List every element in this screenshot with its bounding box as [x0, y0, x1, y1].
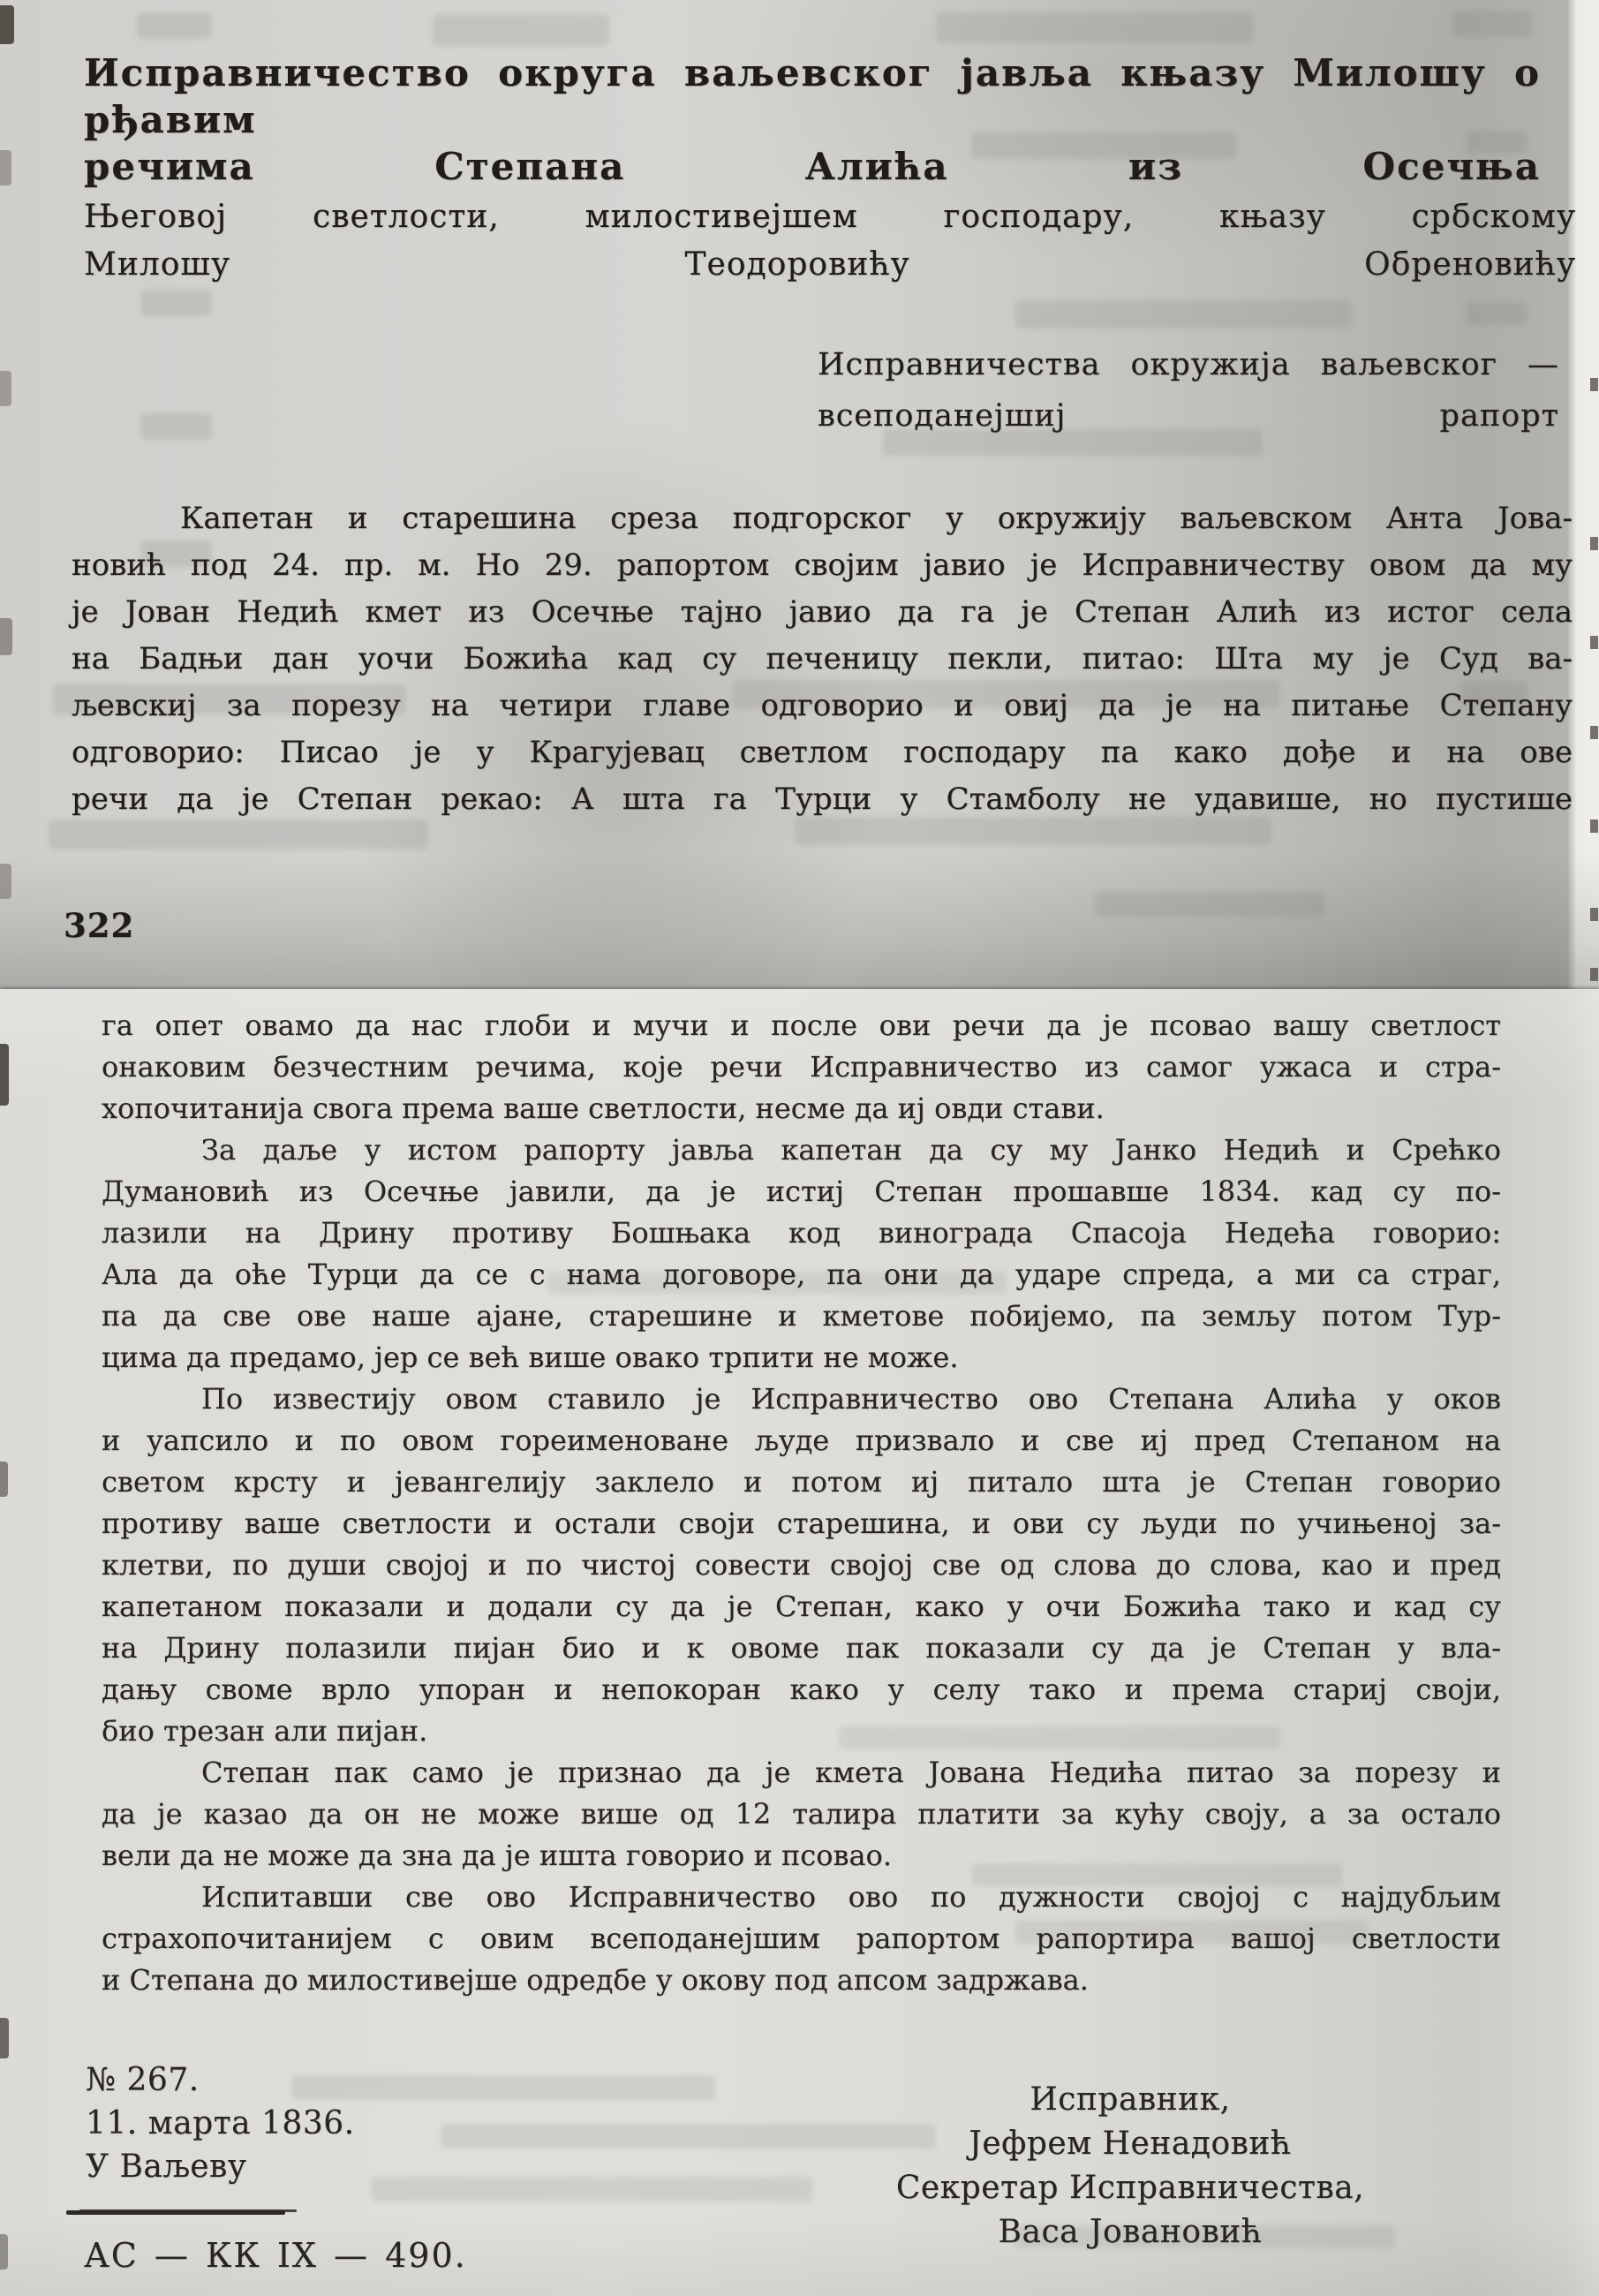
text-line: Испитавши све ово Исправничество ово по дужности својој с најдубљим — [201, 1880, 1501, 1914]
document-footer — [86, 2058, 355, 2188]
report-heading — [818, 339, 1559, 442]
text-line: лазили на Дрину противу Бошњака код винограда Спасоја Недећа говорио: — [102, 1216, 1501, 1250]
bleed-through-ghost — [141, 290, 212, 316]
text-line: на Дрину полазили пијан био и к овоме пак показали су да је Степан у вла- — [102, 1631, 1501, 1665]
text-line: Његовој светлости, милостивејшем господару, књазу србскому — [84, 199, 1576, 235]
bleed-through-ghost — [141, 413, 212, 440]
text-line: био трезан али пијан. — [102, 1714, 428, 1748]
scan-edge-mark — [0, 371, 11, 406]
text-line: је Јован Недић кмет из Осечње тајно јавио да га је Степан Алић из истог села — [72, 594, 1573, 630]
scan-edge-mark — [0, 5, 14, 44]
body-paragraph-page1 — [72, 495, 1573, 823]
text-line: онаковим безчестним речима, које речи Исправничество из самог ужаса и стра- — [102, 1050, 1501, 1084]
salutation — [84, 193, 1576, 289]
text-line: речи да је Степан рекао: А шта га Турци у Стамболу не удавише, но пустише — [72, 782, 1573, 817]
page-edge-dash — [1590, 819, 1598, 833]
page-edge-dash — [1590, 968, 1598, 981]
scan-edge-mark — [0, 1461, 8, 1497]
text-line: цима да предамо, јер се већ више овако трпити не може. — [102, 1341, 959, 1374]
text-line: Исправничество округа ваљевског јавља књазу Милошу о рђавим — [84, 51, 1541, 141]
signature-block — [821, 2078, 1439, 2254]
bleed-through-ghost — [1015, 300, 1351, 329]
text-line: хопочитанија свога према ваше светлости, несме да иј овди стави. — [102, 1091, 1105, 1125]
text-line: Исправник, — [1030, 2081, 1231, 2118]
text-line: Васа Јовановић — [998, 2214, 1263, 2250]
bleed-through-ghost — [49, 819, 428, 850]
text-line: па да све ове наше ајане, старешине и кметове побијемо, па земљу потом Тур- — [102, 1299, 1501, 1333]
text-line: Степан пак само је признао да је кмета Јована Недића питао за порезу и — [201, 1756, 1501, 1789]
text-line: страхопочитанијем с овим всеподанејшим рапортом рапортира вашој светлости — [102, 1922, 1501, 1955]
text-line: Капетан и старешина среза подгорског у окружију ваљевском Анта Јова- — [180, 501, 1573, 536]
text-line: љевскиј за порезу на четири главе одговорио и овиј да је на питање Степану — [72, 688, 1573, 723]
text-line: да је казао да он не може више од 12 талира платити за кућу своју, а за остало — [102, 1797, 1501, 1831]
text-line: вели да не може да зна да је ишта говорио и псовао. — [102, 1839, 892, 1872]
text-line: и Степана до милостивејше одредбе у окову под апсом задржава. — [102, 1963, 1089, 1997]
text-line: светом крсту и јевангелију заклело и потом иј питало шта је Степан говорио — [102, 1465, 1501, 1499]
text-line: За даље у истом рапорту јавља капетан да су му Јанко Недић и Срећко — [201, 1133, 1501, 1167]
text-line: новић под 24. пр. м. Но 29. рапортом својим јавио је Исправничеству овом да му — [72, 548, 1573, 583]
text-line: Милошу Теодоровићу Обреновићу — [84, 246, 1576, 283]
bleed-through-ghost — [371, 2177, 812, 2202]
text-line: речима Степана Алића из Осечња — [84, 145, 1541, 188]
text-line: Секретар Исправничества, — [895, 2170, 1365, 2206]
text-line: капетаном показали и додали су да је Степан, како у очи Божића тако и кад су — [102, 1590, 1501, 1623]
bleed-through-ghost — [1452, 11, 1532, 37]
scan-edge-mark — [0, 2018, 9, 2058]
text-line: дању своме врло упоран и непокоран како у селу тако и према стариј своји, — [102, 1673, 1501, 1706]
page-edge-dash — [1590, 537, 1598, 550]
page-edge-dash — [1590, 636, 1598, 649]
text-line: По известију овом ставило је Исправничество ово Степана Алића у оков — [201, 1382, 1501, 1416]
scan-edge-mark — [0, 150, 11, 185]
scan-fragment-top — [0, 0, 1599, 989]
bleed-through-ghost — [1466, 302, 1527, 325]
scan-edge-mark — [0, 1044, 9, 1106]
text-line: всеподанејшиј рапорт — [818, 398, 1559, 434]
text-line: клетви, по души својој и по чистој совести својој све од слова до слова, као и пред — [102, 1548, 1501, 1582]
page-edge-dash — [1590, 908, 1598, 921]
text-line: противу ваше светлости и остали своји старешина, и ови су људи по учињеној за- — [102, 1507, 1501, 1540]
page-edge-dash — [1590, 378, 1598, 391]
document-title — [84, 49, 1541, 190]
text-line: Ала да оће Турци да се с нама договоре, па они да ударе спреда, а ми са страг, — [102, 1258, 1501, 1291]
doc-number: № 267. — [86, 2062, 200, 2098]
doc-date: 11. марта 1836. — [86, 2105, 355, 2141]
body-paragraph-page2 — [102, 1005, 1501, 2001]
doc-place: У Ваљеву — [86, 2149, 247, 2185]
scan-edge-mark — [0, 618, 12, 655]
text-line: и уапсило и по овом гореименоване људе призвало и све иј пред Степаном на — [102, 1424, 1501, 1457]
scan-edge-mark — [0, 864, 11, 899]
text-line: на Бадњи дан уочи Божића кад су печеницу пекли, питао: Шта му је Суд ва- — [72, 641, 1573, 676]
archive-reference: АС — КК IX — 490. — [84, 2236, 467, 2275]
text-line: Исправничества окружија ваљевског — — [818, 347, 1559, 382]
bleed-through-ghost — [936, 12, 1254, 42]
separator-rule — [66, 2210, 285, 2215]
scan-fragment-bottom — [0, 989, 1599, 2296]
bleed-through-ghost — [137, 12, 212, 39]
page-number: 322 — [64, 906, 135, 945]
bleed-through-ghost — [433, 14, 609, 46]
text-line: Думановић из Осечње јавили, да је истиј Степан прошавше 1834. кад су по- — [102, 1174, 1501, 1208]
text-line: одговорио: Писао је у Крагујевац светлом господару па како дође и на ове — [72, 735, 1573, 770]
scan-edge-mark — [0, 2234, 8, 2270]
text-line: га опет овамо да нас глоби и мучи и после ови речи да је псовао вашу светлост — [102, 1008, 1501, 1042]
bleed-through-ghost — [1095, 892, 1324, 917]
page-edge-dash — [1590, 726, 1598, 739]
text-line: Јефрем Ненадовић — [969, 2126, 1292, 2162]
bleed-through-ghost — [291, 2075, 715, 2100]
